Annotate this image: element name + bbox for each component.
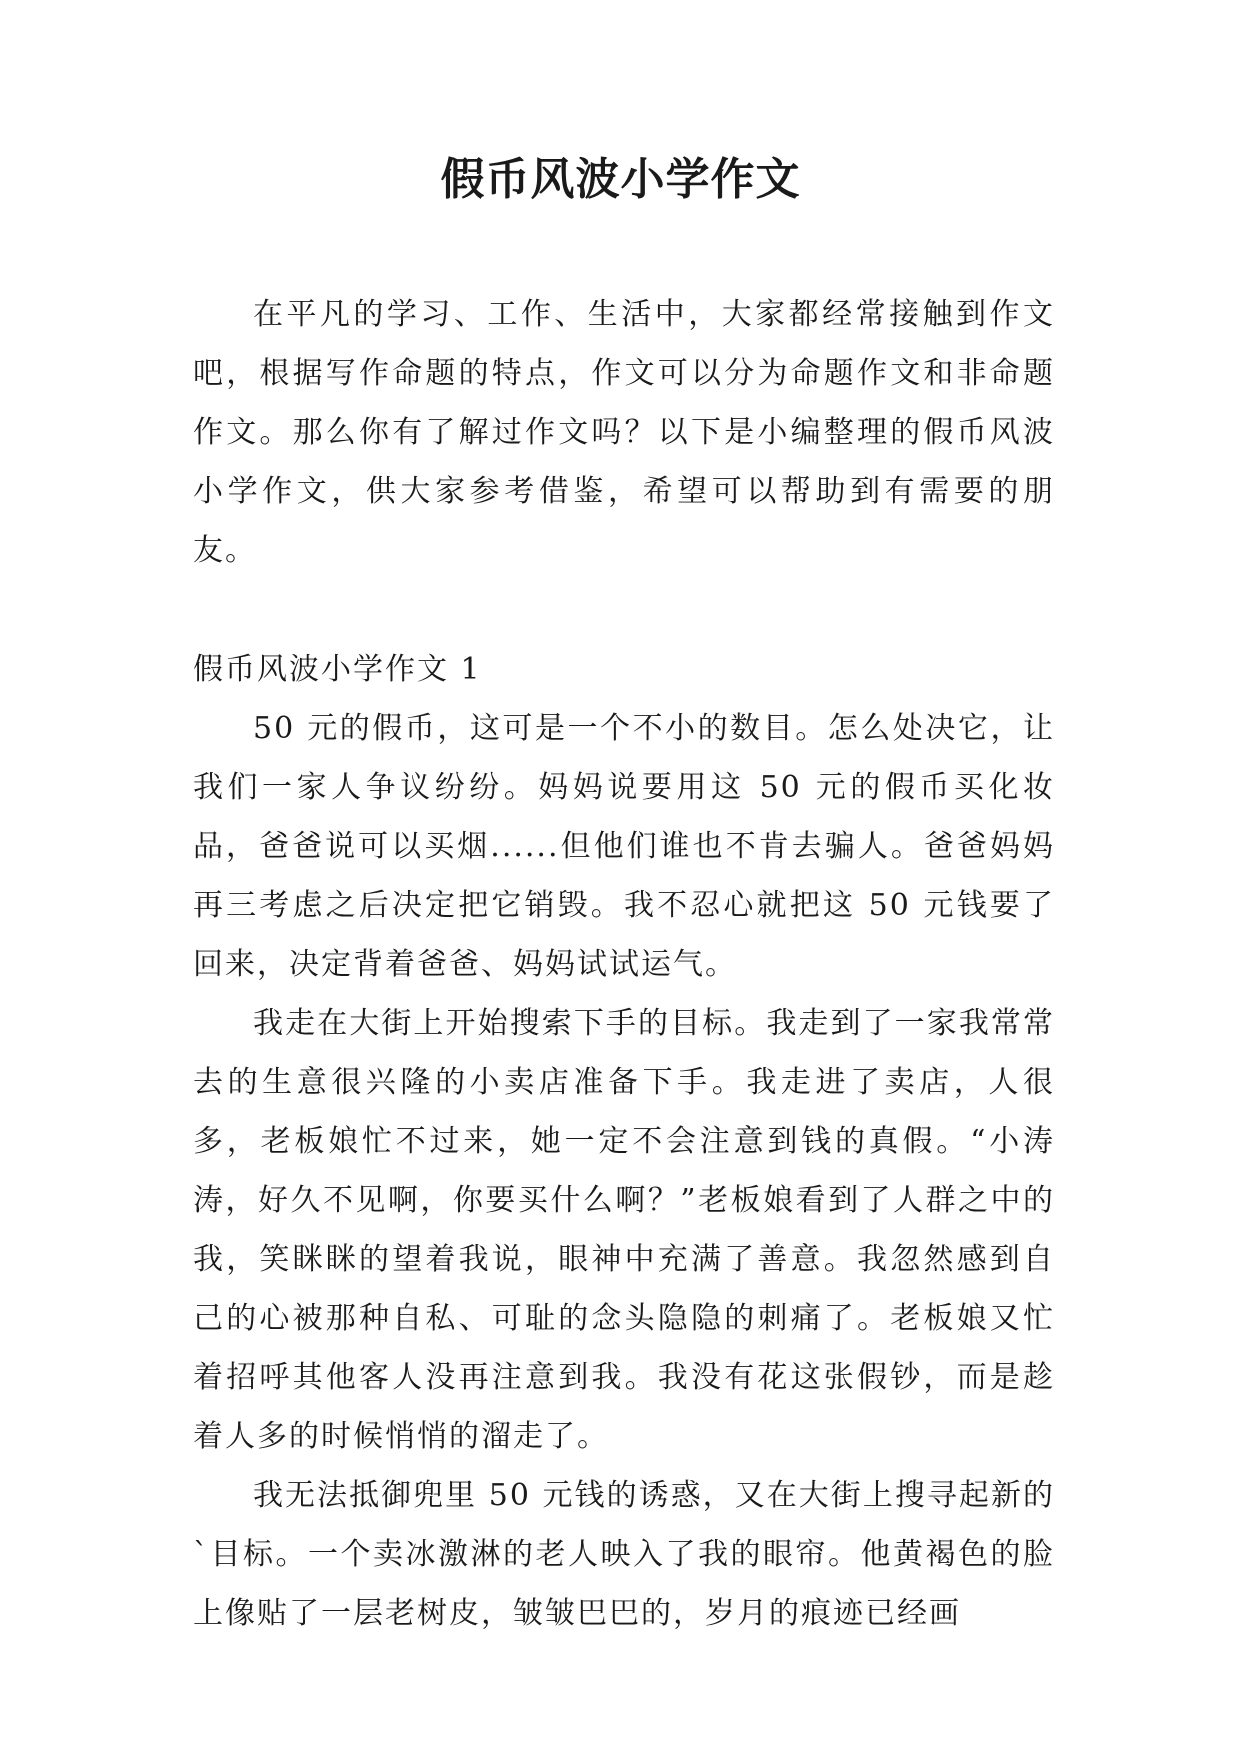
body-paragraph-1: 50 元的假币，这可是一个不小的数目。怎么处决它，让我们一家人争议纷纷。妈妈说要用这 50 元的假币买化妆品，爸爸说可以买烟......但他们谁也不肯去骗人。爸爸妈妈再三考虑之后决定把它销毁。我不忍心就把这 50 元钱要了回来，决定背着爸爸、妈妈试试运气。	[193, 711, 1055, 982]
body-paragraph-3: 我无法抵御兜里 50 元钱的诱惑，又在大街上搜寻起新的`目标。一个卖冰激淋的老人映入了我的眼帘。他黄褐色的脸上像贴了一层老树皮，皱皱巴巴的，岁月的痕迹已经画	[193, 1478, 1055, 1631]
section-heading: 假币风波小学作文 1	[193, 652, 482, 687]
document-title: 假币风波小学作文	[440, 154, 801, 205]
intro-paragraph: 在平凡的学习、工作、生活中，大家都经常接触到作文吧，根据写作命题的特点，作文可以分为命题作文和非命题作文。那么你有了解过作文吗？以下是小编整理的假币风波小学作文，供大家参考借鉴，希望可以帮助到有需要的朋友。	[193, 297, 1055, 568]
document-body	[193, 285, 1055, 1643]
body-paragraph-2: 我走在大街上开始搜索下手的目标。我走到了一家我常常去的生意很兴隆的小卖店准备下手。我走进了卖店，人很多，老板娘忙不过来，她一定不会注意到钱的真假。“小涛涛，好久不见啊，你要买什么啊？”老板娘看到了人群之中的我，笑眯眯的望着我说，眼神中充满了善意。我忽然感到自己的心被那种自私、可耻的念头隐隐的刺痛了。老板娘又忙着招呼其他客人没再注意到我。我没有花这张假钞，而是趁着人多的时候悄悄的溜走了。	[193, 1006, 1055, 1454]
